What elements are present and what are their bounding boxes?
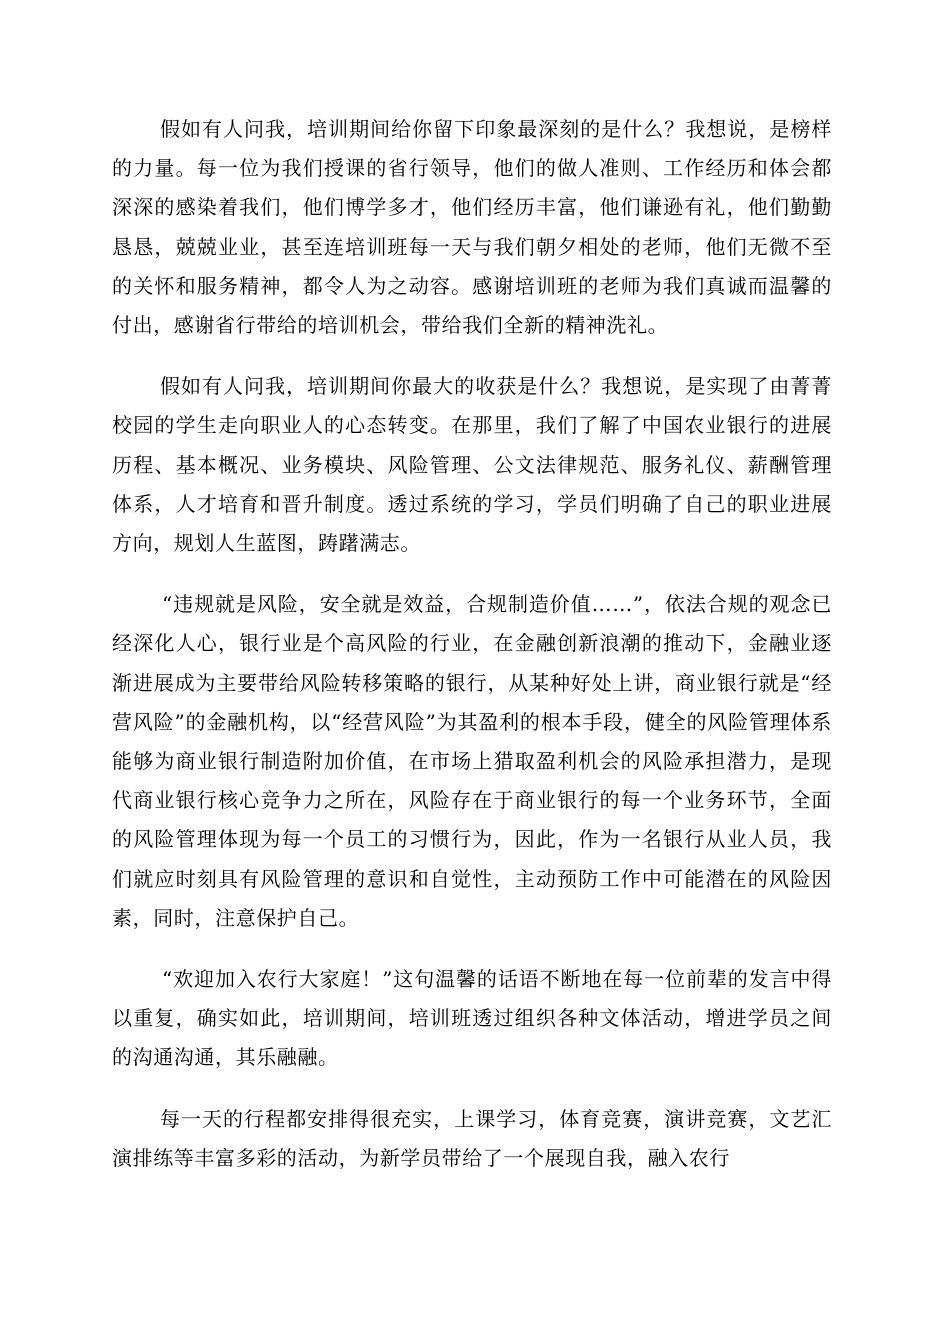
paragraph-risk-management: “违规就是风险，安全就是效益，合规制造价值……”，依法合规的观念已经深化人心，银行业是个高风险的行业，在金融创新浪潮的推动下，金融业逐渐进展成为主要带给风险转移策略的银行，从某种好处上讲，商业银行就是“经营风险”的金融机构，以“经营风险”为其盈利的根本手段，健全的风险管理体系能够为商业银行制造附加价值，在市场上猎取盈利机会的风险承担潜力，是现代商业银行核心竞争力之所在，风险存在于商业银行的每一个业务环节，全面的风险管理体现为每一个员工的习惯行为，因此，作为一名银行从业人员，我们就应时刻具有风险管理的意识和自觉性，主动预防工作中可能潜在的风险因素，同时，注意保护自己。 (112, 592, 832, 930)
paragraph-impression: 假如有人问我，培训期间给你留下印象最深刻的是什么？我想说，是榜样的力量。每一位为我们授课的省行领导，他们的做人准则、工作经历和体会都深深的感染着我们，他们博学多才，他们经历丰富，他们谦逊有礼，他们勤勤恳恳，兢兢业业，甚至连培训班每一天与我们朝夕相处的老师，他们无微不至的关怀和服务精神，都令人为之动容。感谢培训班的老师为我们真诚而温馨的付出，感谢省行带给的培训机会，带给我们全新的精神洗礼。 (112, 117, 832, 338)
paragraph-daily-schedule: 每一天的行程都安排得很充实，上课学习，体育竞赛，演讲竞赛，文艺汇演排练等丰富多彩的活动，为新学员带给了一个展现自我，融入农行 (112, 1106, 832, 1170)
document-body (112, 110, 832, 1200)
paragraph-harvest: 假如有人问我，培训期间你最大的收获是什么？我想说，是实现了由菁菁校园的学生走向职业人的心态转变。在那里，我们了解了中国农业银行的进展历程、基本概况、业务模块、风险管理、公文法律规范、服务礼仪、薪酬管理体系，人才培育和晋升制度。透过系统的学习，学员们明确了自己的职业进展方向，规划人生蓝图，踌躇满志。 (112, 374, 832, 556)
paragraph-welcome: “欢迎加入农行大家庭！”这句温馨的话语不断地在每一位前辈的发言中得以重复，确实如此，培训期间，培训班透过组织各种文体活动，增进学员之间的沟通沟通，其乐融融。 (112, 967, 832, 1070)
